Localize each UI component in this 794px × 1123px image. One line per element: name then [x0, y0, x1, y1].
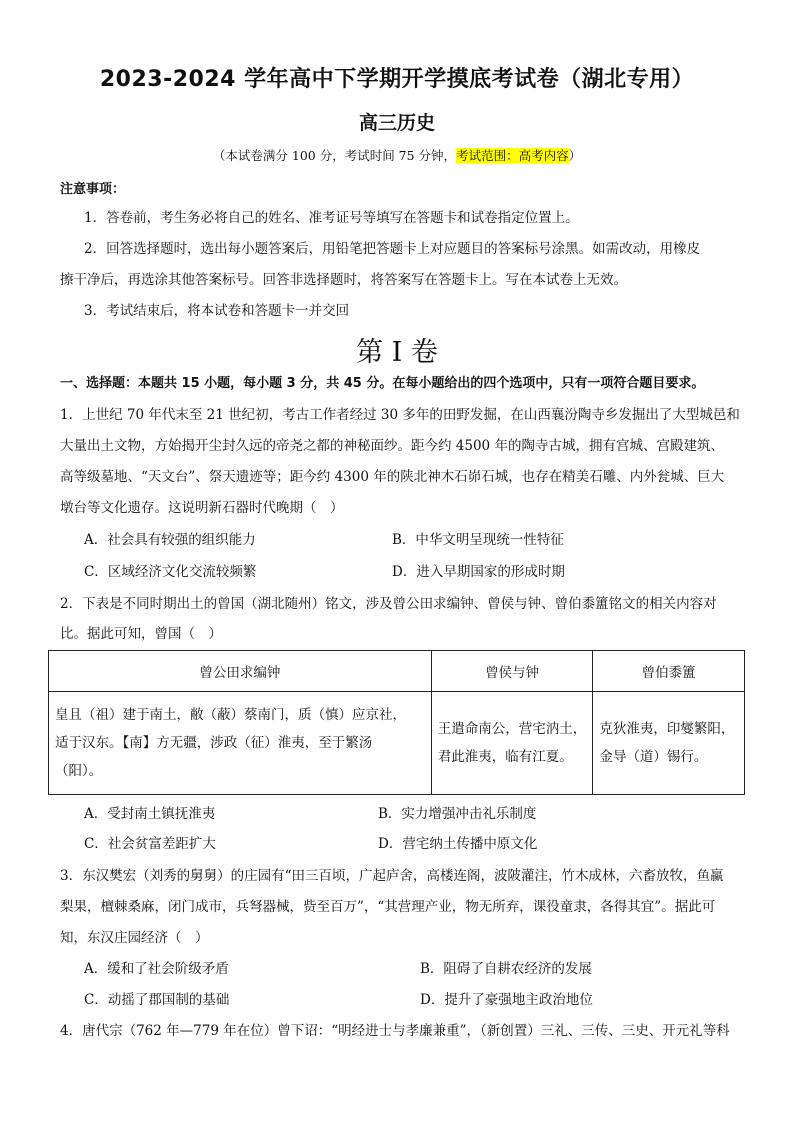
q3-line-3: 知，东汉庄园经济（ ）	[60, 930, 209, 946]
cell-text: （阳）。	[55, 763, 103, 779]
exam-info-suffix: ）	[568, 148, 582, 163]
subject-title: 高三历史	[358, 112, 435, 134]
notes-heading: 注意事项：	[60, 182, 126, 197]
note-item-2: 2．回答选择题时，选出每小题答案后，用铅笔把答题卡上对应题目的答案标号涂黑。如需改动，用橡皮	[84, 241, 701, 257]
cell-text: 王遣命南公，营宅汭土，	[437, 721, 587, 737]
cell-text: 皇且（祖）建于南土，敝（蔽）蔡南门，	[55, 707, 298, 723]
q2-line-1: 2．下表是不同时期出土的曾国（湖北随州）铭文，涉及曾公田求编钟、曾侯与钟、曾伯黍簠铭文的相关内容对	[60, 596, 717, 612]
exam-info	[0, 146, 794, 164]
q1-option-b: B．中华文明呈现统一性特征	[392, 532, 564, 548]
q3-option-b: B．阻碍了自耕农经济的发展	[420, 961, 592, 977]
q3-option-c: C．动摇了郡国制的基础	[84, 992, 230, 1008]
q1-line-3: 高等级墓地、“天文台”、祭天遗迹等；距今约 4300 年的陕北神木石峁石城，也存在精美石雕、内外瓮城、巨大	[60, 469, 725, 485]
q2-option-b: B．实力增强冲击礼乐制度	[378, 806, 537, 822]
q3-option-a: A．缓和了社会阶级矛盾	[84, 961, 229, 977]
cell-text: 克狄淮夷，印燮繁阳，	[599, 721, 735, 737]
q4-line-1: 4．唐代宗（762 年—779 年在位）曾下诏：“明经进士与孝廉兼重”，（新创置）三礼、三传、三史、开元礼等科	[60, 1023, 730, 1039]
q1-line-4: 墩台等文化遗存。这说明新石器时代晚期（ ）	[60, 500, 344, 516]
q3-option-d: D．提升了豪强地主政治地位	[420, 992, 593, 1008]
note-item-2-cont: 擦干净后，再选涂其他答案标号。回答非选择题时，将答案写在答题卡上。写在本试卷上无效。	[60, 272, 627, 288]
cell-text: 君此淮夷，临有江夏。	[437, 749, 573, 765]
cell-text: 质（慎）应京社，	[298, 707, 406, 723]
exam-info-prefix: （本试卷满分 100 分，考试时间 75 分钟，	[212, 148, 457, 163]
table-cell	[431, 692, 593, 795]
table-header-cell: 曾伯黍簠	[593, 651, 745, 692]
cell-text: 适于汉东。	[55, 735, 123, 751]
q1-line-2: 大量出土文物，方始揭开尘封久远的帝尧之都的神秘面纱。距今约 4500 年的陶寺古城，拥有宫城、宫殿建筑、	[60, 438, 724, 454]
q2-option-a: A．受封南土镇抚淮夷	[84, 806, 216, 822]
q1-option-a: A．社会具有较强的组织能力	[84, 532, 256, 548]
section-title: 第 I 卷	[356, 337, 438, 368]
q3-line-1: 3．东汉樊宏（刘秀的舅舅）的庄园有“田三百顷，广起庐舍，高楼连阁，波陂灌注，竹木成林，六畜放牧，鱼赢	[60, 868, 724, 884]
q1-line-1: 1．上世纪 70 年代末至 21 世纪初，考古工作者经过 30 多年的田野发掘，在山西襄汾陶寺乡发掘出了大型城邑和	[60, 407, 740, 423]
q1-option-c: C．区域经济文化交流较频繁	[84, 564, 257, 580]
table-header-cell: 曾公田求编钟	[49, 651, 432, 692]
cell-text: 【南】方无疆，涉政（征）淮夷，至于繁汤	[122, 735, 373, 751]
table-cell	[49, 692, 432, 795]
table-header-row	[49, 651, 745, 692]
q2-line-2: 比。据此可知，曾国（ ）	[60, 626, 222, 642]
cell-text: 金导（道）锡行。	[599, 749, 708, 765]
table-cell	[593, 692, 745, 795]
q1-option-d: D．进入早期国家的形成时期	[392, 564, 565, 580]
part-heading: 一、选择题：本题共 15 小题，每小题 3 分，共 45 分。在每小题给出的四个选项中，只有一项符合题目要求。	[60, 376, 705, 391]
table-header-cell: 曾侯与钟	[431, 651, 593, 692]
exam-scope-highlight: 考试范围：高考内容	[456, 148, 569, 163]
q2-option-d: D．营宅纳土传播中原文化	[378, 836, 538, 852]
inscription-table	[48, 650, 745, 795]
exam-title: 2023-2024 学年高中下学期开学摸底考试卷（湖北专用）	[99, 67, 695, 92]
table-row	[49, 692, 745, 795]
q3-line-2: 梨果，檀棘桑麻，闭门成市，兵弩器械，赀至百万”，“其营理产业，物无所弃，课役童隶，各得其宜”。据此可	[60, 899, 716, 915]
note-item-3: 3．考试结束后，将本试卷和答题卡一并交回	[84, 303, 350, 319]
note-item-1: 1．答卷前，考生务必将自己的姓名、准考证号等填写在答题卡和试卷指定位置上。	[84, 210, 579, 226]
q2-option-c: C．社会贫富差距扩大	[84, 836, 216, 852]
